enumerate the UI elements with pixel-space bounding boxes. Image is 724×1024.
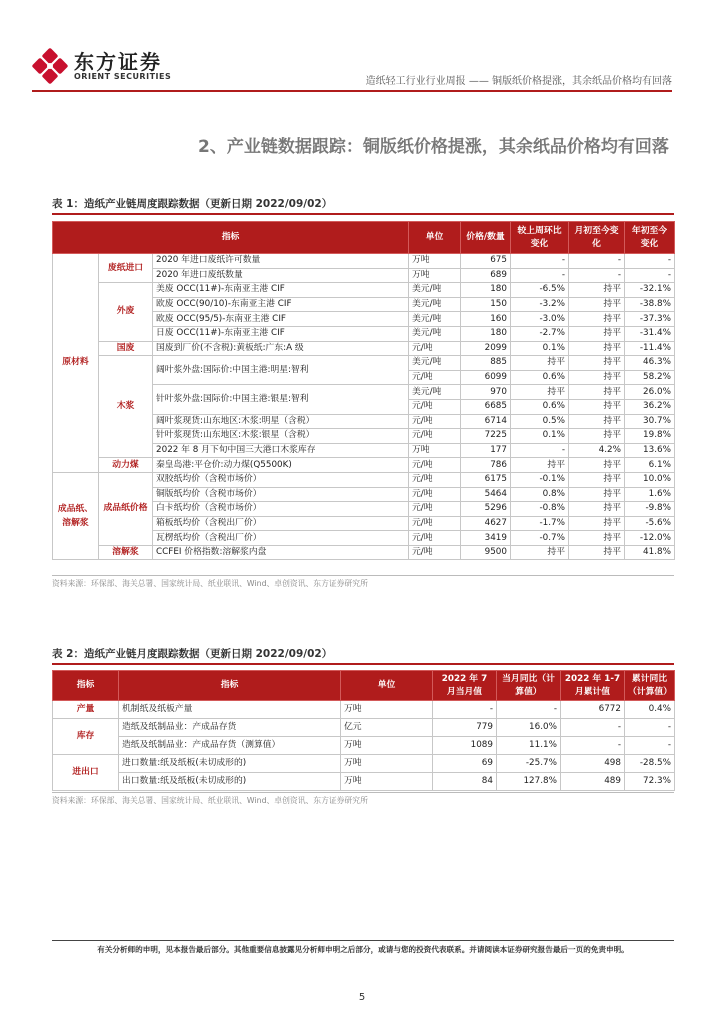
unit-cell: 元/吨: [409, 458, 461, 473]
ytd-cell: 13.6%: [625, 443, 675, 458]
report-title: 造纸轻工行业行业周报 —— 铜版纸价格提涨，其余纸品价格均有回落: [365, 76, 672, 87]
value-cell: 9500: [461, 545, 511, 560]
group-cell-output: 产量: [53, 701, 119, 719]
unit-cell: 美元/吨: [409, 356, 461, 371]
ytd-cell: -: [625, 254, 675, 269]
table2-caption: 表 2：造纸产业链月度跟踪数据（更新日期 2022/09/02）: [52, 648, 333, 660]
mtd-cell: 持平: [569, 297, 625, 312]
t1-header-ytd: 年初至今变化: [625, 222, 675, 254]
value-cell: 786: [461, 458, 511, 473]
mtd-cell: -: [569, 268, 625, 283]
item-cell: 白卡纸均价（含税市场价）: [153, 502, 409, 517]
mtd-cell: 持平: [569, 487, 625, 502]
table-row: [53, 737, 675, 755]
group-cell-foreign-waste: 外废: [99, 283, 153, 341]
cum-yoy-cell: -: [625, 737, 675, 755]
t1-header-value: 价格/数量: [461, 222, 511, 254]
item-cell: 欧废 OCC(90/10)-东南亚主港 CIF: [153, 297, 409, 312]
unit-cell: 元/吨: [409, 472, 461, 487]
wow-cell: -3.0%: [511, 312, 569, 327]
logo-cn: 东方证券: [74, 49, 162, 74]
table-row: [53, 773, 675, 791]
mtd-cell: 持平: [569, 341, 625, 356]
item-cell: 欧废 OCC(95/5)-东南亚主港 CIF: [153, 312, 409, 327]
mtd-cell: 4.2%: [569, 443, 625, 458]
item-cell: 造纸及纸制品业：产成品存货（测算值）: [119, 737, 341, 755]
item-cell: 针叶浆外盘:国际价:中国主港:银星:智利: [153, 385, 409, 414]
item-cell: 箱板纸均价（含税出厂价）: [153, 516, 409, 531]
table2-source-rule: [52, 792, 674, 793]
item-cell: 阔叶浆外盘:国际价:中国主港:明星:智利: [153, 356, 409, 385]
table1-rule: [52, 213, 674, 215]
disclaimer: 有关分析师的申明，见本报告最后部分。其他重要信息披露见分析师申明之后部分，或请与您的投资代表联系。并请阅读本证券研究报告最后一页的免责申明。: [97, 945, 629, 954]
wow-cell: -0.8%: [511, 502, 569, 517]
item-cell: 出口数量:纸及纸板(未切成形的): [119, 773, 341, 791]
mtd-cell: 持平: [569, 283, 625, 298]
value-cell: 3419: [461, 531, 511, 546]
mtd-cell: 持平: [569, 472, 625, 487]
ytd-cell: 41.8%: [625, 545, 675, 560]
ytd-cell: -31.4%: [625, 326, 675, 341]
unit-cell: 万吨: [341, 737, 433, 755]
t1-header-unit: 单位: [409, 222, 461, 254]
section-title: 2、产业链数据跟踪：铜版纸价格提涨，其余纸品价格均有回落: [198, 137, 669, 157]
mtd-cell: 持平: [569, 502, 625, 517]
unit-cell: 元/吨: [409, 399, 461, 414]
table-row: [53, 755, 675, 773]
value-cell: 69: [433, 755, 497, 773]
t1-header-wow: 较上周环比变化: [511, 222, 569, 254]
value-cell: 180: [461, 283, 511, 298]
logo-en: ORIENT SECURITIES: [74, 71, 172, 81]
ytd-cell: 36.2%: [625, 399, 675, 414]
wow-cell: -6.5%: [511, 283, 569, 298]
wow-cell: -: [511, 443, 569, 458]
ytd-cell: 26.0%: [625, 385, 675, 400]
unit-cell: 美元/吨: [409, 326, 461, 341]
mtd-cell: 持平: [569, 370, 625, 385]
item-cell: 造纸及纸制品业：产成品存货: [119, 719, 341, 737]
value-cell: 1089: [433, 737, 497, 755]
page-number: 5: [358, 992, 366, 1003]
value-cell: 4627: [461, 516, 511, 531]
value-cell: 177: [461, 443, 511, 458]
ytd-cell: -38.8%: [625, 297, 675, 312]
t2-header-unit: 单位: [341, 671, 433, 701]
wow-cell: 持平: [511, 458, 569, 473]
unit-cell: 万吨: [341, 773, 433, 791]
wow-cell: 0.1%: [511, 341, 569, 356]
group-cell-waste-import: 废纸进口: [99, 254, 153, 283]
group-cell-inventory: 库存: [53, 719, 119, 755]
table1-caption: 表 1：造纸产业链周度跟踪数据（更新日期 2022/09/02）: [52, 198, 333, 210]
cum-yoy-cell: 0.4%: [625, 701, 675, 719]
t2-header-cum-yoy: 累计同比（计算值）: [625, 671, 675, 701]
group-cell-paper: 成品纸、溶解浆: [53, 472, 99, 560]
wow-cell: 持平: [511, 545, 569, 560]
ytd-cell: -5.6%: [625, 516, 675, 531]
unit-cell: 美元/吨: [409, 297, 461, 312]
item-cell: 机制纸及纸板产量: [119, 701, 341, 719]
yoy-cell: -: [497, 701, 561, 719]
value-cell: 6175: [461, 472, 511, 487]
unit-cell: 美元/吨: [409, 385, 461, 400]
mtd-cell: 持平: [569, 399, 625, 414]
mtd-cell: 持平: [569, 545, 625, 560]
value-cell: 84: [433, 773, 497, 791]
wow-cell: 0.6%: [511, 399, 569, 414]
unit-cell: 美元/吨: [409, 312, 461, 327]
wow-cell: 0.1%: [511, 429, 569, 444]
mtd-cell: 持平: [569, 429, 625, 444]
unit-cell: 元/吨: [409, 516, 461, 531]
yoy-cell: -25.7%: [497, 755, 561, 773]
item-cell: 阔叶浆现货:山东地区:木浆:明星（含税）: [153, 414, 409, 429]
table1-source-rule: [52, 575, 674, 576]
value-cell: 6099: [461, 370, 511, 385]
t1-header-mtd: 月初至今变化: [569, 222, 625, 254]
table-row: [53, 356, 675, 371]
wow-cell: -2.7%: [511, 326, 569, 341]
value-cell: 675: [461, 254, 511, 269]
cum-cell: -: [561, 719, 625, 737]
item-cell: 日废 OCC(11#)-东南亚主港 CIF: [153, 326, 409, 341]
wow-cell: -0.1%: [511, 472, 569, 487]
item-cell: 2022 年 8 月下旬中国三大港口木浆库存: [153, 443, 409, 458]
yoy-cell: 11.1%: [497, 737, 561, 755]
unit-cell: 元/吨: [409, 531, 461, 546]
value-cell: 779: [433, 719, 497, 737]
ytd-cell: -11.4%: [625, 341, 675, 356]
wow-cell: -0.7%: [511, 531, 569, 546]
mtd-cell: 持平: [569, 385, 625, 400]
t2-header-yoy: 当月同比（计算值）: [497, 671, 561, 701]
wow-cell: -: [511, 268, 569, 283]
item-cell: 秦皇岛港:平仓价:动力煤(Q5500K): [153, 458, 409, 473]
unit-cell: 万吨: [409, 268, 461, 283]
cum-yoy-cell: -28.5%: [625, 755, 675, 773]
table2-rule: [52, 663, 674, 665]
unit-cell: 万吨: [409, 254, 461, 269]
group-cell-domestic-waste: 国废: [99, 341, 153, 356]
table-row: [53, 283, 675, 298]
ytd-cell: -32.1%: [625, 283, 675, 298]
t2-header-category: 指标: [53, 671, 119, 701]
unit-cell: 元/吨: [409, 502, 461, 517]
value-cell: 5464: [461, 487, 511, 502]
table-row: [53, 341, 675, 356]
ytd-cell: 19.8%: [625, 429, 675, 444]
ytd-cell: -9.8%: [625, 502, 675, 517]
mtd-cell: 持平: [569, 458, 625, 473]
unit-cell: 元/吨: [409, 341, 461, 356]
unit-cell: 万吨: [341, 755, 433, 773]
mtd-cell: -: [569, 254, 625, 269]
group-cell-dissolving: 溶解浆: [99, 545, 153, 560]
weekly-table: [52, 221, 675, 560]
cum-yoy-cell: 72.3%: [625, 773, 675, 791]
ytd-cell: 10.0%: [625, 472, 675, 487]
unit-cell: 万吨: [341, 701, 433, 719]
value-cell: 150: [461, 297, 511, 312]
unit-cell: 万吨: [409, 443, 461, 458]
group-cell-pulp: 木浆: [99, 356, 153, 458]
ytd-cell: -: [625, 268, 675, 283]
item-cell: 针叶浆现货:山东地区:木浆:银星（含税）: [153, 429, 409, 444]
item-cell: 2020 年进口废纸许可数量: [153, 254, 409, 269]
group-cell-paper-price: 成品纸价格: [99, 472, 153, 545]
value-cell: 160: [461, 312, 511, 327]
table-row: [53, 545, 675, 560]
wow-cell: 0.8%: [511, 487, 569, 502]
table2-source: 资料来源：环保部、海关总署、国家统计局、纸业联讯、Wind、卓创资讯、东方证券研究所: [52, 796, 368, 805]
value-cell: 7225: [461, 429, 511, 444]
value-cell: -: [433, 701, 497, 719]
item-cell: 2020 年进口废纸数量: [153, 268, 409, 283]
ytd-cell: -12.0%: [625, 531, 675, 546]
ytd-cell: 58.2%: [625, 370, 675, 385]
table-row: [53, 701, 675, 719]
cum-cell: 6772: [561, 701, 625, 719]
ytd-cell: -37.3%: [625, 312, 675, 327]
value-cell: 689: [461, 268, 511, 283]
group-cell-coal: 动力煤: [99, 458, 153, 473]
ytd-cell: 30.7%: [625, 414, 675, 429]
item-cell: 瓦楞纸均价（含税出厂价）: [153, 531, 409, 546]
wow-cell: 0.6%: [511, 370, 569, 385]
group-cell-raw: 原材料: [53, 254, 99, 473]
orient-logo-icon: [32, 48, 68, 84]
ytd-cell: 1.6%: [625, 487, 675, 502]
wow-cell: 0.5%: [511, 414, 569, 429]
mtd-cell: 持平: [569, 326, 625, 341]
unit-cell: 美元/吨: [409, 283, 461, 298]
wow-cell: 持平: [511, 385, 569, 400]
value-cell: 5296: [461, 502, 511, 517]
table1-source: 资料来源：环保部、海关总署、国家统计局、纸业联讯、Wind、卓创资讯、东方证券研究所: [52, 579, 368, 588]
unit-cell: 元/吨: [409, 545, 461, 560]
yoy-cell: 16.0%: [497, 719, 561, 737]
footer-rule: [52, 940, 674, 941]
item-cell: 进口数量:纸及纸板(未切成形的): [119, 755, 341, 773]
t1-header-item: 指标: [53, 222, 409, 254]
logo: [32, 48, 171, 84]
mtd-cell: 持平: [569, 356, 625, 371]
wow-cell: -1.7%: [511, 516, 569, 531]
cum-yoy-cell: -: [625, 719, 675, 737]
unit-cell: 亿元: [341, 719, 433, 737]
wow-cell: -3.2%: [511, 297, 569, 312]
table-row: [53, 254, 675, 269]
mtd-cell: 持平: [569, 516, 625, 531]
unit-cell: 元/吨: [409, 370, 461, 385]
value-cell: 2099: [461, 341, 511, 356]
t2-header-item: 指标: [119, 671, 341, 701]
table-row: [53, 458, 675, 473]
table-row: [53, 719, 675, 737]
cum-cell: 498: [561, 755, 625, 773]
wow-cell: -: [511, 254, 569, 269]
cum-cell: 489: [561, 773, 625, 791]
mtd-cell: 持平: [569, 531, 625, 546]
table-row: [53, 472, 675, 487]
ytd-cell: 46.3%: [625, 356, 675, 371]
monthly-table: [52, 670, 675, 791]
item-cell: CCFEI 价格指数:溶解浆内盘: [153, 545, 409, 560]
header-rule: [32, 90, 672, 92]
t2-header-cum: 2022 年 1-7 月累计值: [561, 671, 625, 701]
item-cell: 双胶纸均价（含税市场价）: [153, 472, 409, 487]
value-cell: 885: [461, 356, 511, 371]
item-cell: 美废 OCC(11#)-东南亚主港 CIF: [153, 283, 409, 298]
unit-cell: 元/吨: [409, 429, 461, 444]
unit-cell: 元/吨: [409, 414, 461, 429]
item-cell: 国废到厂价(不含税):黄板纸:广东:A 级: [153, 341, 409, 356]
cum-cell: -: [561, 737, 625, 755]
yoy-cell: 127.8%: [497, 773, 561, 791]
value-cell: 970: [461, 385, 511, 400]
value-cell: 6714: [461, 414, 511, 429]
unit-cell: 元/吨: [409, 487, 461, 502]
value-cell: 180: [461, 326, 511, 341]
mtd-cell: 持平: [569, 414, 625, 429]
ytd-cell: 6.1%: [625, 458, 675, 473]
wow-cell: 持平: [511, 356, 569, 371]
item-cell: 铜版纸均价（含税市场价）: [153, 487, 409, 502]
mtd-cell: 持平: [569, 312, 625, 327]
value-cell: 6685: [461, 399, 511, 414]
group-cell-trade: 进出口: [53, 755, 119, 791]
t2-header-month: 2022 年 7 月当月值: [433, 671, 497, 701]
